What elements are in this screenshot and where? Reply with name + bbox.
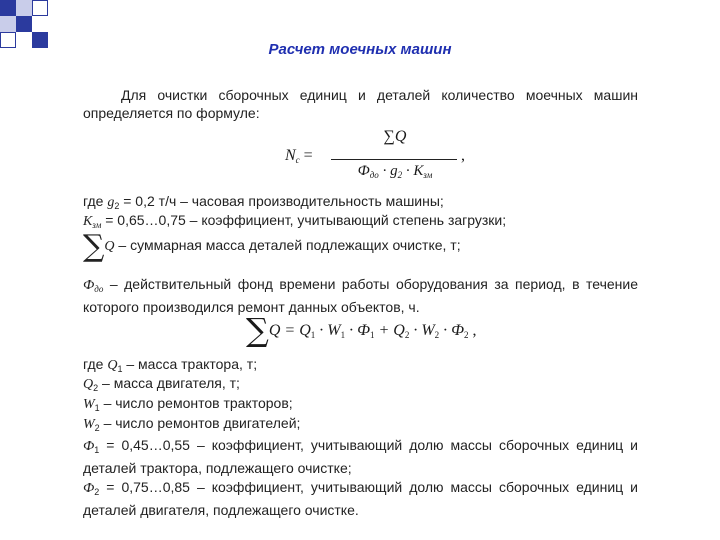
formula-numerator: ∑Q [383, 128, 407, 145]
formula-total-mass: $\sum Q = Q_1 \cdot W_1 \cdot Ф_1 + Q_2 \cdot W_2 \cdot Ф_2$ , [246, 311, 477, 349]
def-sum-q: ∑Q – суммарная масса деталей подлежащих очистке, т; [83, 229, 461, 264]
corner-square-decoration [0, 16, 16, 32]
def-f2: $Ф_2$ = 0,75…0,85 – коэффициент, учитывающий долю массы сборочных единиц и деталей двигателя, подлежащего очистке. [83, 479, 638, 518]
def-q2: $Q_2$ – масса двигателя, т; [83, 375, 240, 393]
formula-denominator: $Ф_{до} \cdot g_2 \cdot К_{зм}$ [357, 163, 433, 180]
formula-comma: , [461, 147, 465, 164]
def-w2: $W_2$ – число ремонтов двигателей; [83, 415, 301, 433]
def-q1: где $Q_1$ – масса трактора, т; [83, 356, 258, 374]
corner-square-decoration [32, 0, 48, 16]
fraction-bar [331, 159, 457, 160]
corner-square-decoration [16, 0, 32, 16]
def-fdo: $Ф_{до}$ – действительный фонд времени работы оборудования за период, в течение которого производился ремонт данных объектов, ч. [83, 276, 638, 315]
intro-paragraph: Для очистки сборочных единиц и деталей количество моечных машин определяется по формуле: [83, 87, 638, 121]
corner-square-decoration [0, 0, 16, 16]
corner-square-decoration [16, 16, 32, 32]
formula-machine-count [285, 130, 465, 186]
slide-title: Расчет моечных машин [268, 41, 452, 58]
def-f1: $Ф_1$ = 0,45…0,55 – коэффициент, учитывающий долю массы сборочных единиц и деталей трактора, подлежащего очистке; [83, 437, 638, 476]
formula-lhs: $N_с$ = [285, 147, 313, 165]
def-w1: $W_1$ – число ремонтов тракторов; [83, 395, 293, 413]
def-k: $К_{зм}$ = 0,65…0,75 – коэффициент, учитывающий степень загрузки; [83, 212, 507, 230]
def-g2: где $g_2 = 0,2$ т/ч – часовая производительность машины; [83, 193, 444, 211]
